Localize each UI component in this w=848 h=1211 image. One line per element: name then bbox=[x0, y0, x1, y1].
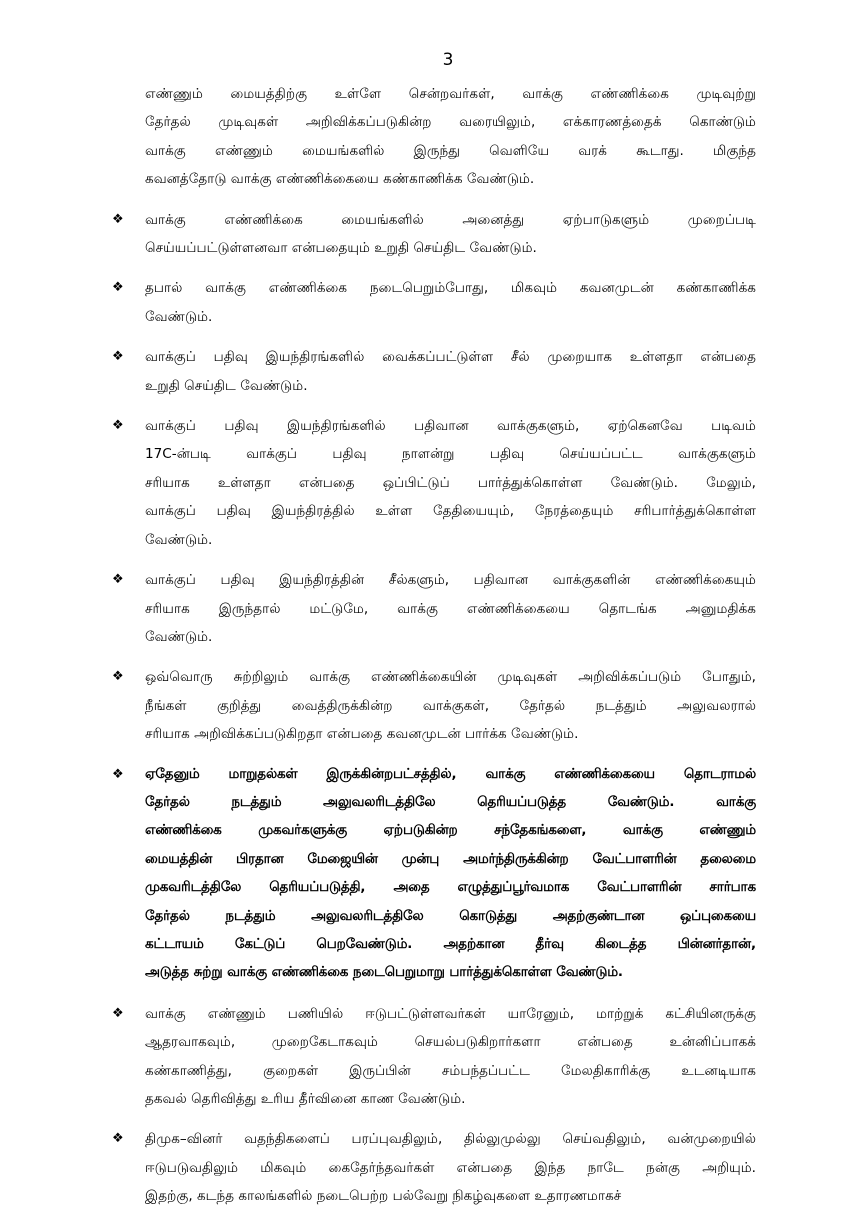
bullet-text bbox=[145, 206, 756, 263]
text-line: வேண்டும். bbox=[145, 531, 213, 548]
bullet-text bbox=[145, 1125, 756, 1210]
diamond-bullet-icon: ❖ bbox=[112, 418, 124, 434]
text-line: வேண்டும். bbox=[145, 628, 213, 645]
text-line: வாக்குப் பதிவு இயந்திரத்தில் உள்ள தேதியையும், நேரத்தையும் சரிபார்த்துக்கொள்ள bbox=[145, 503, 756, 520]
text-line: ஈடுபடுவதிலும் மிகவும் கைதேர்ந்தவர்கள் என்பதை இந்த நாடே நன்கு அறியும். bbox=[145, 1159, 756, 1176]
text-line: வாக்குப் பதிவு இயந்திரங்களில் பதிவான வாக்குகளும், ஏற்கெனவே படிவம் bbox=[145, 418, 756, 435]
diamond-bullet-icon: ❖ bbox=[112, 211, 124, 227]
text-line: திமுக–வினர் வதந்திகளைப் பரப்புவதிலும், தில்லுமுல்லு செய்வதிலும், வன்முறையில் bbox=[145, 1131, 756, 1148]
text-line: சரியாக இருந்தால் மட்டுமே, வாக்கு எண்ணிக்கையை தொடங்க அனுமதிக்க bbox=[145, 600, 756, 617]
text-line: ஒவ்வொரு சுற்றிலும் வாக்கு எண்ணிக்கையின் முடிவுகள் அறிவிக்கப்படும் போதும், bbox=[145, 669, 756, 686]
bullet-text bbox=[145, 274, 756, 331]
text-line: சரியாக அறிவிக்கப்படுகிறதா என்பதை கவனமுடன் பார்க்க வேண்டும். bbox=[145, 726, 579, 743]
page-number: 3 bbox=[442, 50, 454, 70]
text-line: ஆதரவாகவும், முறைகேடாகவும் செயல்படுகிறார்களா என்பதை உன்னிப்பாகக் bbox=[145, 1034, 756, 1051]
text-line: தேர்தல் நடத்தும் அலுவலரிடத்திலே தெரியப்படுத்த வேண்டும். வாக்கு bbox=[145, 794, 756, 810]
diamond-bullet-icon: ❖ bbox=[112, 766, 124, 782]
text-line: தகவல் தெரிவித்து உரிய தீர்வினை காண வேண்டும். bbox=[145, 1091, 466, 1107]
text-line: 17C-ன்படி வாக்குப் பதிவு நாளன்று பதிவு செய்யப்பட்ட வாக்குகளும் bbox=[145, 446, 756, 463]
bullet-item bbox=[112, 1125, 756, 1210]
text-line: வேண்டும். bbox=[145, 308, 213, 325]
text-line: தேர்தல் நடத்தும் அலுவலரிடத்திலே கொடுத்து அதற்குண்டான ஒப்புகையை bbox=[145, 908, 756, 924]
text-line: சரியாக உள்ளதா என்பதை ஒப்பிட்டுப் பார்த்துக்கொள்ள வேண்டும். மேலும், bbox=[145, 474, 756, 491]
diamond-bullet-icon: ❖ bbox=[112, 572, 124, 588]
text-line: ஏதேனும் மாறுதல்கள் இருக்கின்றபட்சத்தில், வாக்கு எண்ணிக்கையை தொடராமல் bbox=[145, 766, 756, 782]
text-line: தேர்தல் முடிவுகள் அறிவிக்கப்படுகின்ற வரையிலும், எக்காரணத்தைக் கொண்டும் bbox=[145, 114, 756, 131]
bullet-item bbox=[112, 343, 756, 400]
bullet-text bbox=[145, 566, 756, 651]
text-line: தபால் வாக்கு எண்ணிக்கை நடைபெறும்போது, மிகவும் கவனமுடன் கண்காணிக்க bbox=[145, 280, 756, 297]
bullet-text bbox=[145, 1000, 756, 1114]
bullet-item bbox=[112, 274, 756, 331]
diamond-bullet-icon: ❖ bbox=[112, 349, 124, 365]
text-line: உறுதி செய்திட வேண்டும். bbox=[145, 377, 308, 394]
text-line: வாக்கு எண்ணும் பணியில் ஈடுபட்டுள்ளவர்கள் யாரேனும், மாற்றுக் கட்சியினருக்கு bbox=[145, 1005, 756, 1022]
bullet-text bbox=[145, 412, 756, 554]
bullet-text bbox=[145, 663, 756, 748]
text-line: எண்ணும் மையத்திற்கு உள்ளே சென்றவர்கள், வாக்கு எண்ணிக்கை முடிவுற்று bbox=[145, 86, 756, 102]
text-line: கவனத்தோடு வாக்கு எண்ணிக்கையை கண்காணிக்க வேண்டும். bbox=[145, 171, 535, 188]
diamond-bullet-icon: ❖ bbox=[112, 280, 124, 296]
bullet-text bbox=[145, 343, 756, 400]
text-line: நீங்கள் குறித்து வைத்திருக்கின்ற வாக்குகள், தேர்தல் நடத்தும் அலுவலரால் bbox=[145, 697, 756, 714]
text-line: வாக்கு எண்ணிக்கை மையங்களில் அனைத்து ஏற்பாடுகளும் முறைப்படி bbox=[145, 211, 756, 228]
bullet-item bbox=[112, 1000, 756, 1114]
diamond-bullet-icon: ❖ bbox=[112, 1131, 124, 1147]
diamond-bullet-icon: ❖ bbox=[112, 1005, 124, 1021]
text-line: வாக்குப் பதிவு இயந்திரத்தின் சீல்களும், பதிவான வாக்குகளின் எண்ணிக்கையும் bbox=[145, 572, 756, 589]
text-line: வாக்கு எண்ணும் மையங்களில் இருந்து வெளியே வரக் கூடாது. மிகுந்த bbox=[145, 142, 756, 159]
text-line: செய்யப்பட்டுள்ளனவா என்பதையும் உறுதி செய்திட வேண்டும். bbox=[145, 240, 537, 257]
bullet-text bbox=[145, 761, 756, 988]
bullet-item bbox=[112, 412, 756, 554]
text-line: அடுத்த சுற்று வாக்கு எண்ணிக்கை நடைபெறுமாறு பார்த்துக்கொள்ள வேண்டும். bbox=[145, 965, 623, 981]
diamond-bullet-icon: ❖ bbox=[112, 669, 124, 685]
text-line: மையத்தின் பிரதான மேஜையின் முன்பு அமர்ந்திருக்கின்ற வேட்பாளரின் தலைமை bbox=[145, 851, 756, 867]
text-line: கண்காணித்து, குறைகள் இருப்பின் சம்பந்தப்பட்ட மேலதிகாரிக்கு உடனடியாக bbox=[145, 1062, 756, 1079]
bullet-item bbox=[112, 566, 756, 651]
text-line: எண்ணிக்கை முகவர்களுக்கு ஏற்படுகின்ற சந்தேகங்களை, வாக்கு எண்ணும் bbox=[145, 823, 756, 839]
text-line: வாக்குப் பதிவு இயந்திரங்களில் வைக்கப்பட்டுள்ள சீல் முறையாக உள்ளதா என்பதை bbox=[145, 349, 756, 366]
bullet-item bbox=[112, 206, 756, 263]
bullet-item bbox=[112, 761, 756, 988]
bullet-item bbox=[112, 663, 756, 748]
text-line: கட்டாயம் கேட்டுப் பெறவேண்டும். அதற்கான தீர்வு கிடைத்த பின்னர்தான், bbox=[145, 936, 756, 952]
text-line: முகவரிடத்திலே தெரியப்படுத்தி, அதை எழுத்துப்பூர்வமாக வேட்பாளரின் சார்பாக bbox=[145, 880, 756, 896]
lead-paragraph bbox=[145, 80, 756, 194]
bullet-list bbox=[112, 206, 756, 1211]
text-line: இதற்கு, கடந்த காலங்களில் நடைபெற்ற பல்வேறு நிகழ்வுகளை உதாரணமாகச் bbox=[145, 1188, 622, 1205]
